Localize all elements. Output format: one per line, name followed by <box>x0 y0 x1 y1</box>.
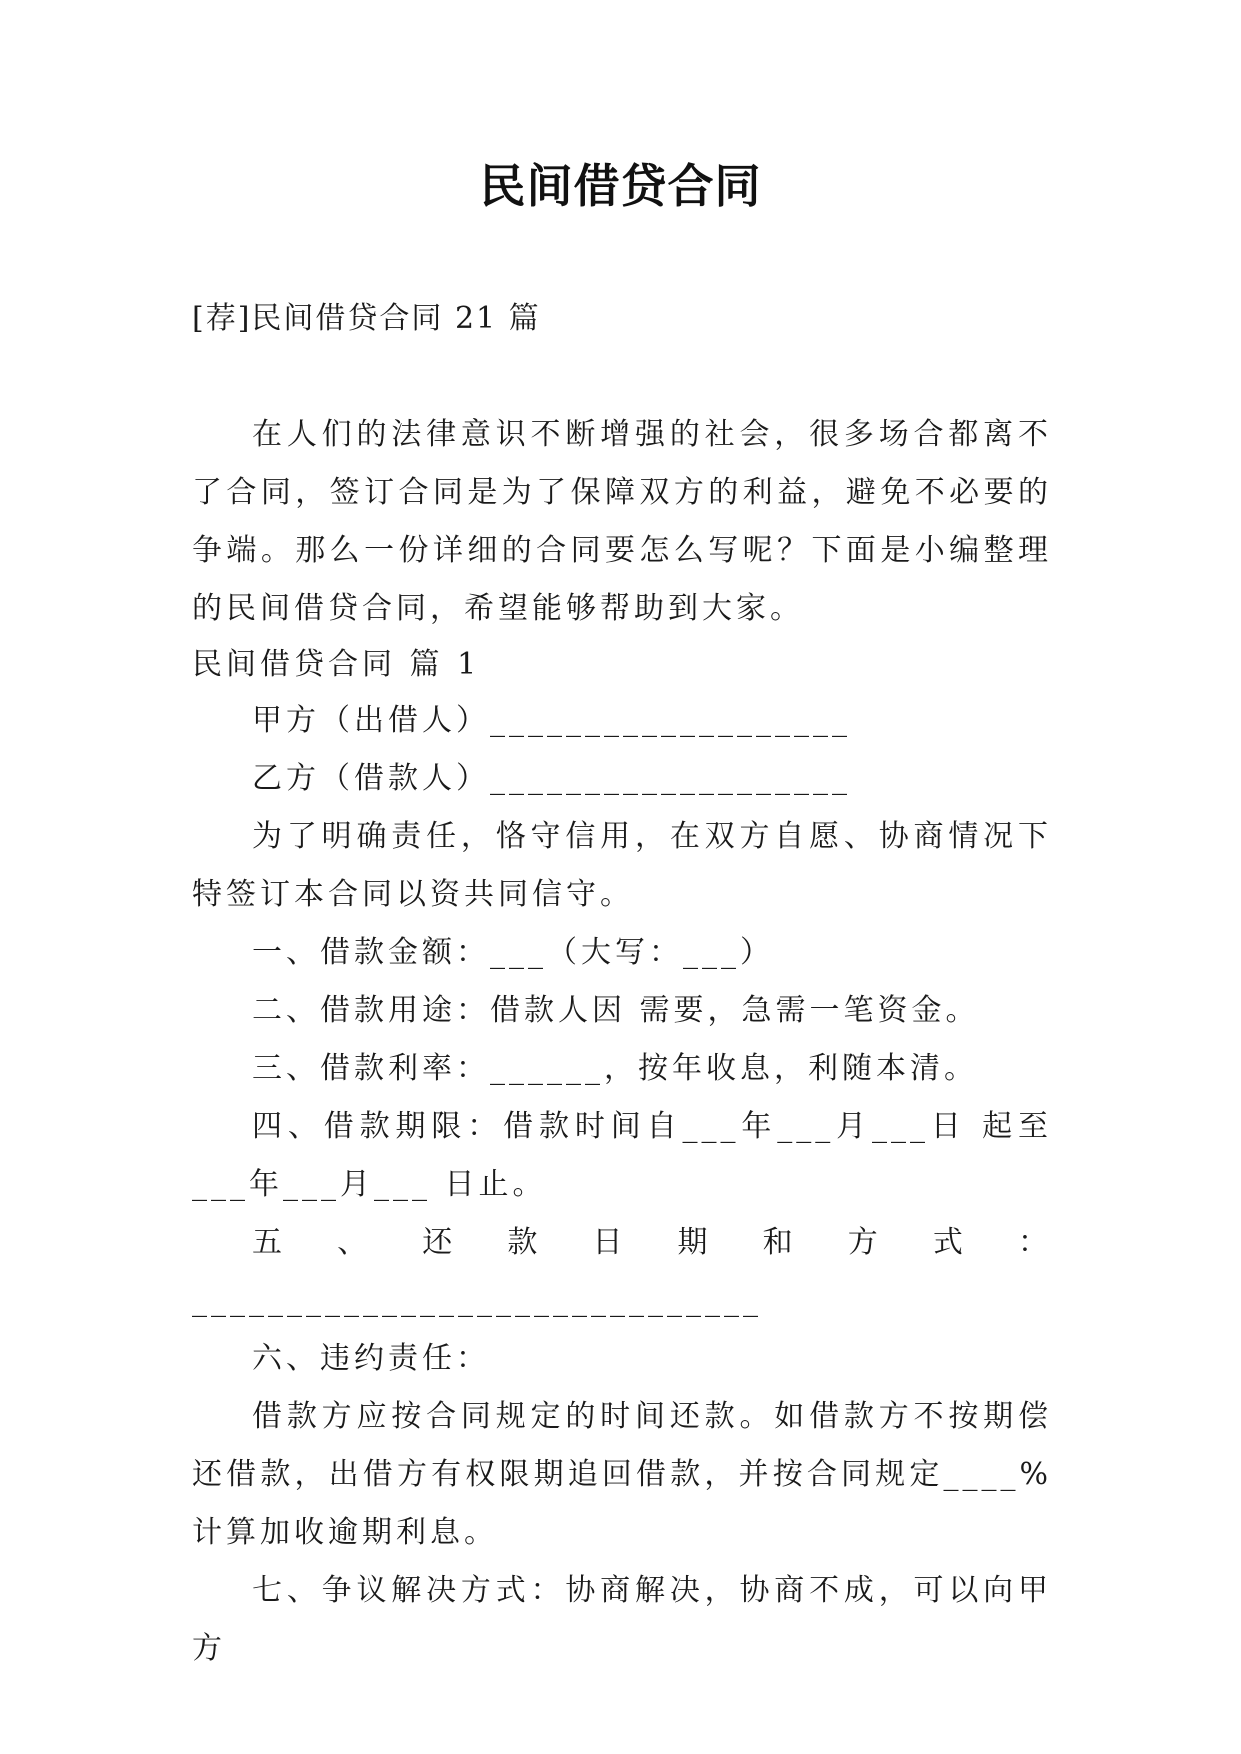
clause-5: 五、还款日期和方式：______________________________ <box>192 1225 1052 1318</box>
document-title: 民间借贷合同 <box>479 159 762 213</box>
document-body <box>192 406 1052 1678</box>
clause-3: 三、借款利率：______，按年收息，利随本清。 <box>252 1051 978 1086</box>
clause-6-detail: 借款方应按合同规定的时间还款。如借款方不按期偿还借款，出借方有权限期追回借款，并按合同规定____%计算加收逾期利息。 <box>192 1399 1052 1550</box>
clause-6: 六、违约责任： <box>252 1341 490 1376</box>
party-b-line: 乙方（借款人）___________________ <box>252 761 851 796</box>
clause-7: 七、争议解决方式：协商解决，协商不成，可以向甲方 <box>192 1573 1052 1666</box>
document-subtitle: [荐]民间借贷合同 21 篇 <box>192 301 541 336</box>
section-heading: 民间借贷合同 篇 1 <box>192 647 481 682</box>
preamble-paragraph: 为了明确责任，恪守信用，在双方自愿、协商情况下特签订本合同以资共同信守。 <box>192 819 1052 912</box>
clause-1: 一、借款金额：___（大写：___） <box>252 935 774 970</box>
intro-paragraph: 在人们的法律意识不断增强的社会，很多场合都离不了合同，签订合同是为了保障双方的利益，避免不必要的争端。那么一份详细的合同要怎么写呢？下面是小编整理的民间借贷合同，希望能够帮助到大家。 <box>192 417 1052 626</box>
clause-2: 二、借款用途：借款人因 需要，急需一笔资金。 <box>252 993 980 1028</box>
clause-4: 四、借款期限：借款时间自___年___月___日 起至___年___月___ 日止。 <box>192 1109 1052 1202</box>
party-a-line: 甲方（出借人）___________________ <box>252 703 851 738</box>
